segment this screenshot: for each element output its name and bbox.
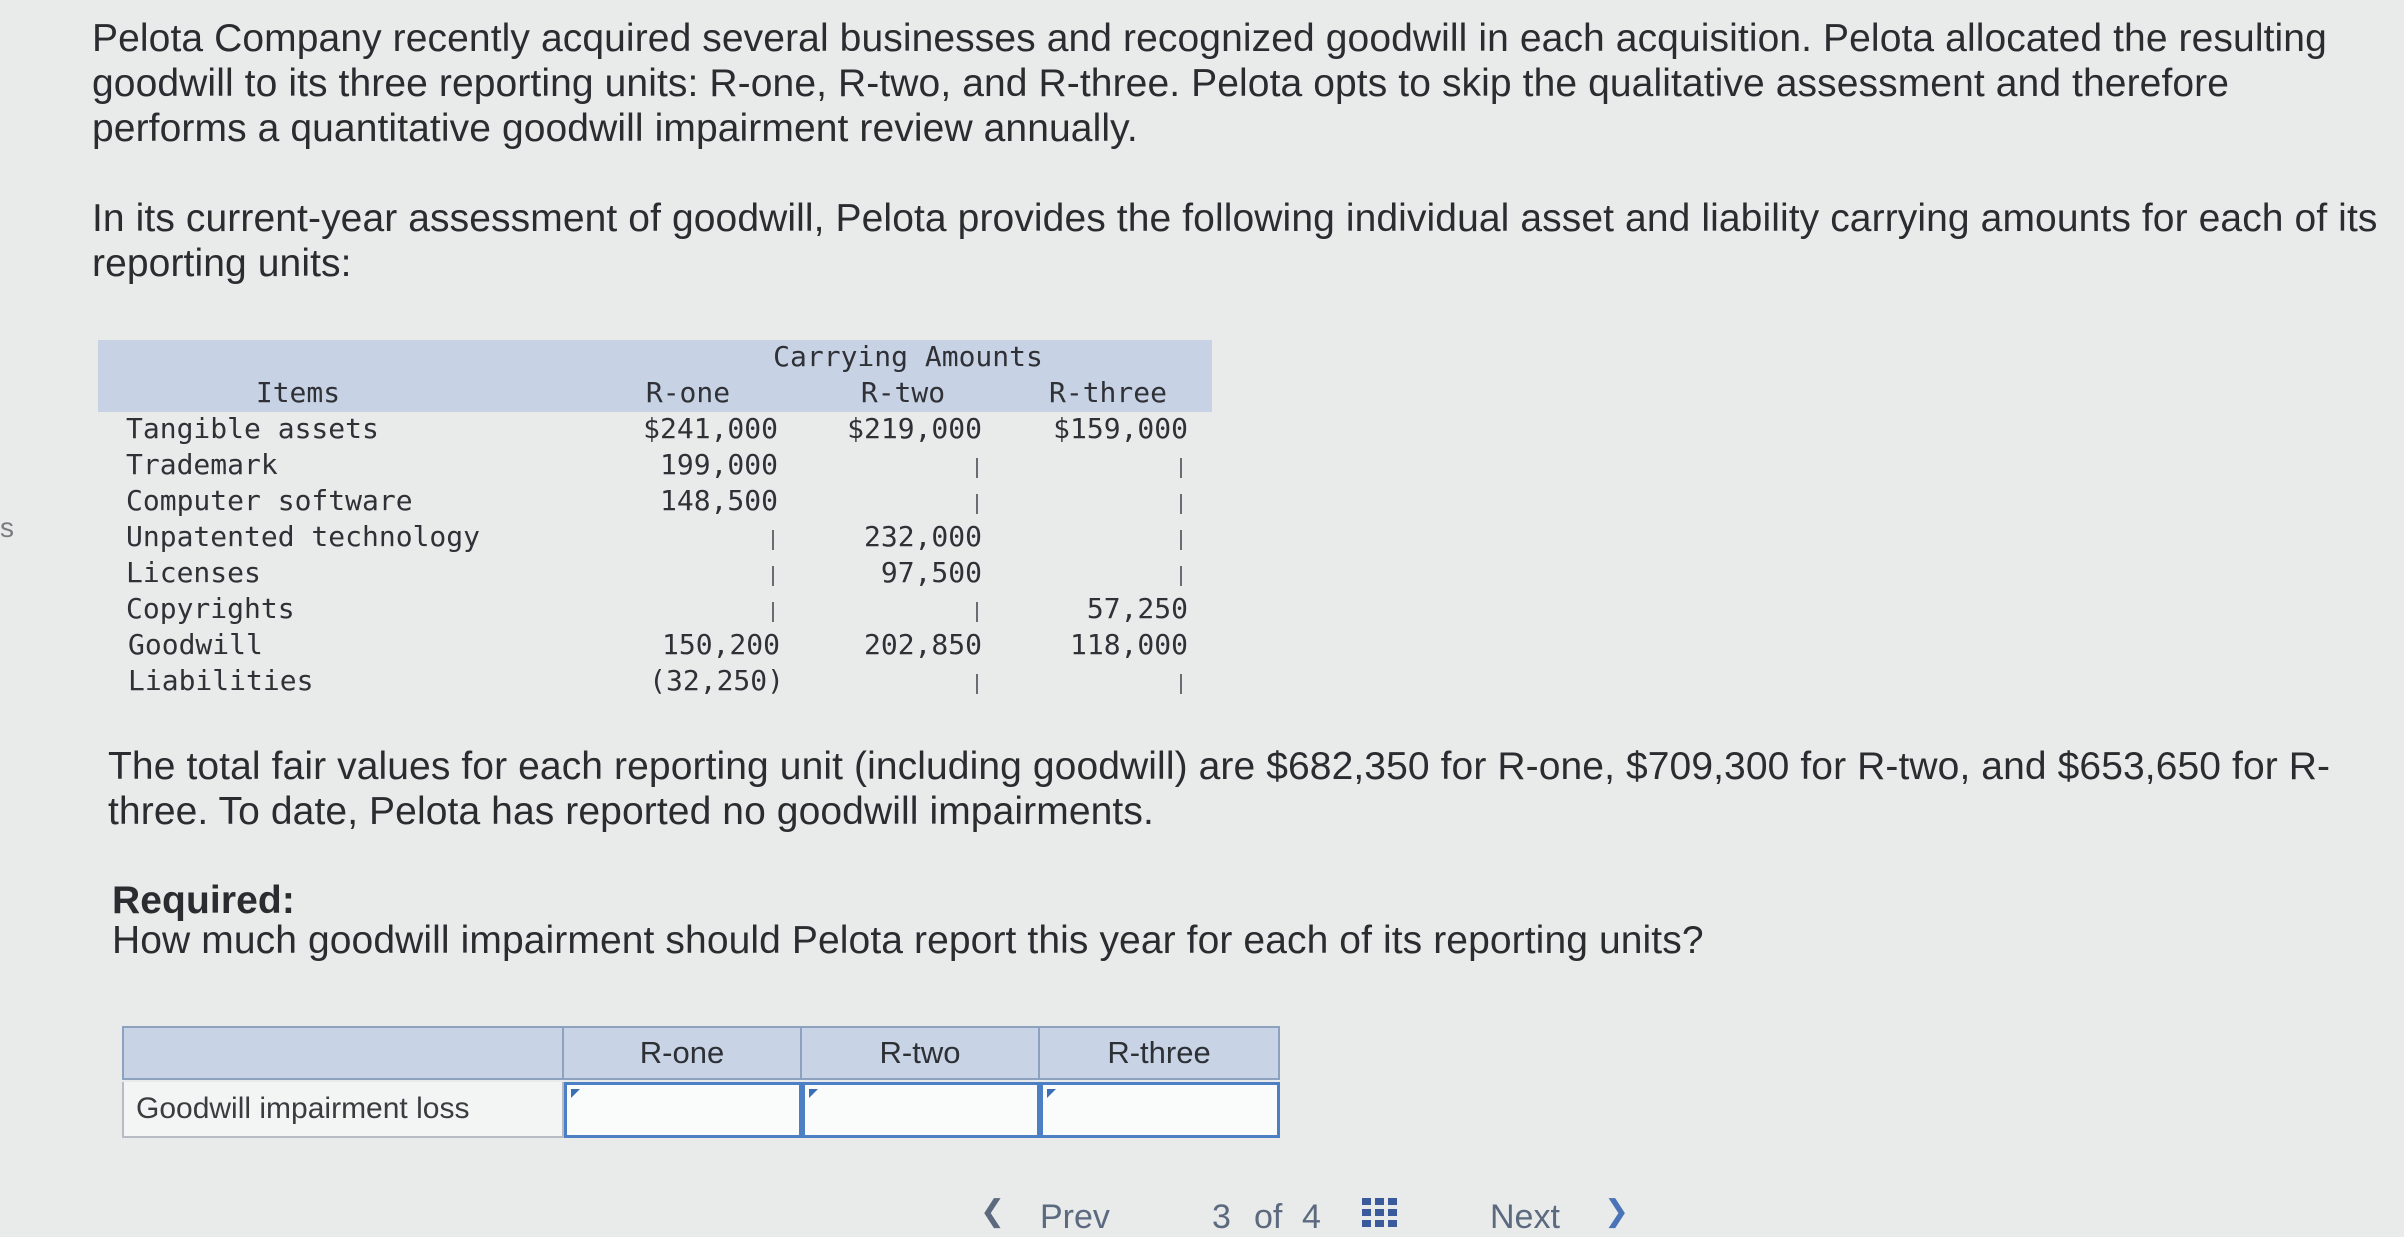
row-label: Copyrights (126, 592, 295, 625)
col-header-r-three: R-three (1048, 376, 1167, 409)
r-three-impairment-input[interactable] (1040, 1082, 1280, 1138)
required-title: Required: (112, 879, 295, 922)
col-header-r-two: R-two (860, 376, 946, 409)
cell-dash (772, 566, 774, 586)
answer-grid (122, 1026, 1280, 1138)
cell-value: 57,250 (1086, 592, 1188, 625)
answer-col-header-r-one: R-one (562, 1026, 802, 1080)
row-label: Unpatented technology (126, 520, 481, 553)
goodwill-impairment-loss-label: Goodwill impairment loss (122, 1082, 564, 1138)
answer-col-header-r-three: R-three (1038, 1026, 1280, 1080)
page-total: 4 (1302, 1198, 1321, 1236)
r-two-impairment-input[interactable] (802, 1082, 1040, 1138)
cell-value: $159,000 (1053, 412, 1188, 445)
next-button[interactable]: Next (1490, 1198, 1560, 1236)
required-question: How much goodwill impairment should Pelota report this year for each of its reporting units? (112, 919, 1704, 962)
page-grid-icon[interactable] (1362, 1198, 1400, 1232)
col-header-r-one: R-one (645, 376, 731, 409)
row-label: Tangible assets (126, 412, 379, 445)
row-label: Liabilities (128, 664, 314, 697)
group-header: Carrying Amounts (773, 340, 1043, 373)
r-one-impairment-input[interactable] (564, 1082, 802, 1138)
cell-value: 232,000 (863, 520, 982, 553)
table-intro-paragraph: In its current-year assessment of goodwill, Pelota provides the following individual asset and liability carrying amounts for each of its reporting units: (92, 197, 2378, 285)
row-label: Licenses (126, 556, 261, 589)
cell-value: (32,250) (649, 664, 784, 697)
answer-col-header-r-two: R-two (800, 1026, 1040, 1080)
cell-value: 199,000 (659, 448, 778, 481)
page-of-label: of (1254, 1198, 1283, 1236)
cell-dash (1180, 530, 1182, 550)
next-chevron-icon[interactable]: ❯ (1604, 1195, 1630, 1228)
prev-chevron-icon[interactable]: ❮ (980, 1195, 1006, 1228)
cell-dash (1180, 674, 1182, 694)
row-label: Computer software (126, 484, 413, 517)
cell-value: 118,000 (1069, 628, 1188, 661)
margin-mark: s (0, 512, 14, 543)
cell-dash (772, 530, 774, 550)
row-label: Goodwill (128, 628, 263, 661)
input-marker-icon (809, 1089, 818, 1098)
intro-paragraph: Pelota Company recently acquired several businesses and recognized goodwill in each acquisition. Pelota allocated the resulting goodwill to its three reporting units: R-one, R-two, and R-three. Pelota opts to skip the qualitative assessment and therefore performs a quantitative goodwill impairment review annually. (92, 17, 2327, 150)
cell-dash (976, 458, 978, 478)
cell-value: 202,850 (863, 628, 982, 661)
cell-value: 148,500 (659, 484, 778, 517)
cell-dash (772, 602, 774, 622)
items-header: Items (255, 376, 341, 409)
cell-value: $219,000 (847, 412, 982, 445)
input-marker-icon (571, 1089, 580, 1098)
cell-dash (976, 674, 978, 694)
prev-button[interactable]: Prev (1040, 1198, 1110, 1236)
cell-value: 150,200 (661, 628, 780, 661)
cell-value: $241,000 (643, 412, 778, 445)
cell-value: 97,500 (880, 556, 982, 589)
row-label: Trademark (126, 448, 278, 481)
cell-dash (1180, 494, 1182, 514)
page-current: 3 (1212, 1198, 1231, 1236)
answer-grid-corner-header (122, 1026, 564, 1080)
input-marker-icon (1047, 1089, 1056, 1098)
cell-dash (976, 602, 978, 622)
cell-dash (1180, 458, 1182, 478)
pagination-bar (0, 1190, 2404, 1236)
carrying-amounts-table (98, 340, 1212, 705)
cell-dash (976, 494, 978, 514)
fair-values-paragraph: The total fair values for each reporting unit (including goodwill) are $682,350 for R-one, $709,300 for R-two, and $653,650 for R-three. To date, Pelota has reported no goodwill impairments. (108, 745, 2331, 833)
cell-dash (1180, 566, 1182, 586)
